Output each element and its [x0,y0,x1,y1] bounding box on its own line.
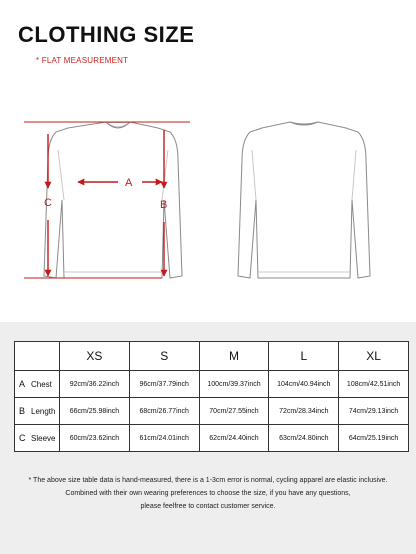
label-c: C [44,197,52,209]
table-cell: 64cm/25.19inch [339,425,409,452]
row-head-sleeve [15,425,60,452]
note-line-1: * The above size table data is hand-measured, there is a 1-3cm error is normal, cycling apparel are elastic inclusive. [28,477,388,484]
table-row [15,398,409,425]
table-cell: 61cm/24.01inch [129,425,199,452]
table-cell: 60cm/23.62inch [60,425,130,452]
table-cell: 74cm/29.13inch [339,398,409,425]
page-title: CLOTHING SIZE [18,22,195,47]
row-name: Length [31,407,56,416]
row-letter: A [19,379,26,389]
row-head-length [15,398,60,425]
size-header-m: M [199,342,269,371]
row-letter: C [19,433,26,443]
table-cell: 62cm/24.40inch [199,425,269,452]
table-cell: 92cm/36.22inch [60,371,130,398]
label-a: A [125,177,133,189]
flat-measurement-label: * FLAT MEASUREMENT [36,56,129,65]
note-line-3: please feelfree to contact customer service. [140,503,276,510]
shirt-back-icon [238,122,370,278]
table-cell: 96cm/37.79inch [129,371,199,398]
table-row [15,371,409,398]
table-cell: 63cm/24.80inch [269,425,339,452]
table-cell: 70cm/27.55inch [199,398,269,425]
table-cell: 68cm/26.77inch [129,398,199,425]
row-head-chest [15,371,60,398]
size-header-l: L [269,342,339,371]
table-row [15,425,409,452]
table-header-row [15,342,409,371]
table-cell: 104cm/40.94inch [269,371,339,398]
shirt-measurement-diagram [0,90,416,300]
disclaimer-note [0,474,416,513]
table-cell: 72cm/28.34inch [269,398,339,425]
size-header-xl: XL [339,342,409,371]
table-cell: 108cm/42.51inch [339,371,409,398]
size-header-s: S [129,342,199,371]
row-name: Chest [31,380,52,389]
row-name: Sleeve [31,434,56,443]
size-table [14,341,409,452]
table-header-blank [15,342,60,371]
row-letter: B [19,406,26,416]
size-header-xs: XS [60,342,130,371]
table-cell: 100cm/39.37inch [199,371,269,398]
note-line-2: Combined with their own wearing preferences to choose the size, if you have any questions, [65,490,351,497]
table-cell: 66cm/25.98inch [60,398,130,425]
label-b: B [160,199,168,211]
